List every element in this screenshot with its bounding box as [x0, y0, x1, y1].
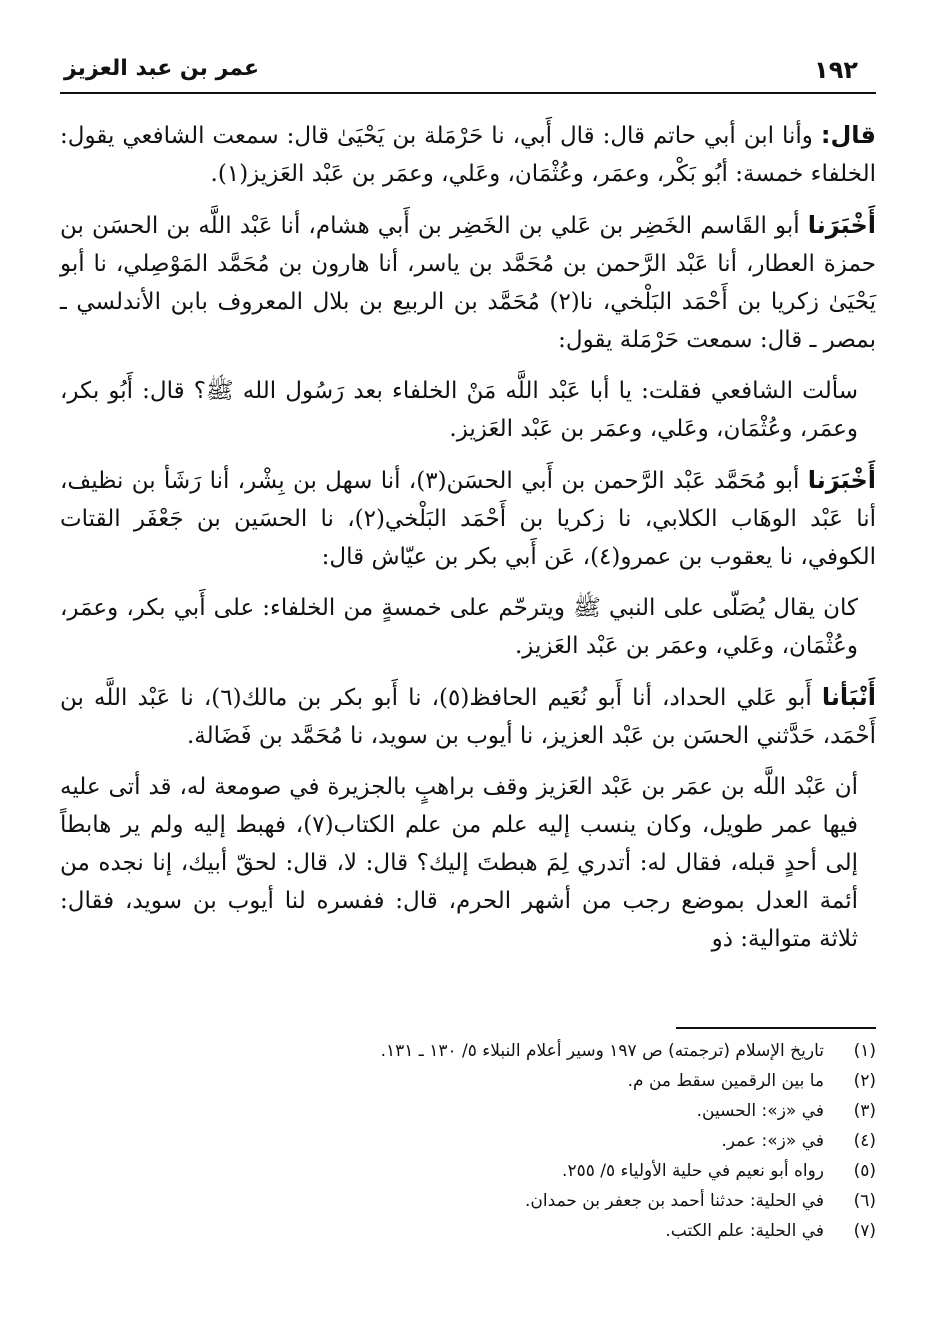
paragraph-text: أن عَبْد اللَّه بن عمَر بن عَبْد العَزيز وقف براهبٍ بالجزيرة في صومعة له، قد أتى عليه فيها عمر طويل، وكان ينسب إليه علم من علم الكتاب(٧)، فهبط إليه ولم ير هابطاً إلى أحدٍ قبله، فقال له: أتدري لِمَ هبطتَ إليك؟ قال: لا، قال: لحقّ أبيك، إنا نجده من أئمة العدل بموضع رجب من أشهر الحرم، قال: ففسره لنا أيوب بن سويد، فقال: ثلاثة متوالية: ذو — [60, 774, 858, 952]
footnote-text: في الحلية: علم الكتب. — [665, 1221, 824, 1241]
footnote-text: رواه أبو نعيم في حلية الأولياء ٥/ ٢٥٥. — [562, 1161, 824, 1181]
paragraph-lead: أَنْبَأنا — [821, 683, 876, 711]
running-title: عمر بن عبد العزيز — [64, 56, 260, 81]
header-rule — [60, 92, 876, 94]
footnote-text: في «ز»: عمر. — [721, 1131, 824, 1151]
footnote — [60, 1216, 876, 1246]
footnote-number: (٢) — [853, 1071, 876, 1091]
footnote — [60, 1036, 876, 1066]
footnote-text: تاريخ الإسلام (ترجمته) ص ١٩٧ وسير أعلام النبلاء ٥/ ١٣٠ ـ ١٣١. — [380, 1041, 824, 1061]
paragraph-lead: أَخْبَرَنا — [807, 466, 876, 494]
footnote — [60, 1066, 876, 1096]
paragraph — [60, 589, 876, 665]
footnote — [60, 1126, 876, 1156]
footnote — [60, 1156, 876, 1186]
footnote-rule — [676, 1027, 876, 1029]
footnote — [60, 1096, 876, 1126]
paragraph-text: كان يقال يُصَلّى على النبي ﷺ ويترحّم على خمسةٍ من الخلفاء: على أَبي بكر، وعمَر، وعُثْمَان، وعَلي، وعمَر بن عَبْد العَزيز. — [60, 595, 858, 659]
paragraph-lead: قال: — [820, 121, 876, 149]
paragraph-text: وأنا ابن أبي حاتم قال: قال أَبي، نا حَرْمَلة بن يَحْيَىٰ قال: سمعت الشافعي يقول: الخلفاء خمسة: أبُو بَكْر، وعمَر، وعُثْمَان، وعَلي، وعمَر بن عَبْد العَزيز(١). — [60, 123, 876, 187]
paragraph-text: سألت الشافعي فقلت: يا أبا عَبْد اللَّه مَنْ الخلفاء بعد رَسُول الله ﷺ؟ قال: أَبُو بكر، وعمَر، وعُثْمَان، وعَلي، وعمَر بن عَبْد العَزيز. — [60, 378, 858, 442]
footnotes — [60, 1036, 876, 1246]
paragraph — [60, 461, 876, 576]
footnote-number: (٦) — [853, 1191, 876, 1211]
paragraph — [60, 768, 876, 958]
paragraph — [60, 206, 876, 359]
footnote-text: في الحلية: حدثنا أحمد بن جعفر بن حمدان. — [525, 1191, 824, 1211]
paragraph-text: أبو مُحَمَّد عَبْد الرَّحمن بن أَبي الحسَن(٣)، أنا سهل بن بِشْر، أنا رَشَأ بن نظيف، أنا عَبْد الوهَاب الكلابي، نا زكريا بن أَحْمَد البَلْخي(٢)، نا الحسَين بن جَعْفَر القتات الكوفي، نا يعقوب بن عمرو(٤)، عَن أَبي بكر بن عيّاش قال: — [60, 468, 876, 570]
page-header — [60, 50, 876, 92]
footnote-number: (٣) — [853, 1101, 876, 1121]
main-text — [60, 116, 876, 971]
paragraph — [60, 372, 876, 448]
paragraph — [60, 678, 876, 755]
footnote-number: (٧) — [853, 1221, 876, 1241]
footnote-text: ما بين الرقمين سقط من م. — [627, 1071, 824, 1091]
footnote — [60, 1186, 876, 1216]
footnote-number: (١) — [853, 1041, 876, 1061]
page-number: ١٩٢ — [814, 56, 858, 84]
paragraph-text: أبو القَاسم الخَضِر بن عَلي بن الخَضِر بن أَبي هشام، أنا عَبْد اللَّه بن الحسَن بن حمزة العطار، أنا عَبْد الرَّحمن بن مُحَمَّد بن ياسر، أنا هارون بن مُحَمَّد المَوْصِلي، نا أبو يَحْيَىٰ زكريا بن أَحْمَد البَلْخي، نا(٢) مُحَمَّد بن الربيع بن بلال المعروف بابن الأندلسي ـ بمصر ـ قال: سمعت حَرْمَلة يقول: — [60, 213, 876, 353]
paragraph-text: أَبو عَلي الحداد، أنا أَبو نُعَيم الحافظ(٥)، نا أَبو بكر بن مالك(٦)، نا عَبْد اللَّه بن أَحْمَد، حَدَّثني الحسَن بن عَبْد العزيز، نا أيوب بن سويد، نا مُحَمَّد بن فَضَالة. — [60, 685, 876, 749]
paragraph — [60, 116, 876, 193]
footnote-text: في «ز»: الحسين. — [696, 1101, 824, 1121]
paragraph-lead: أَخْبَرَنا — [807, 211, 876, 239]
footnote-number: (٥) — [853, 1161, 876, 1181]
footnote-number: (٤) — [853, 1131, 876, 1151]
